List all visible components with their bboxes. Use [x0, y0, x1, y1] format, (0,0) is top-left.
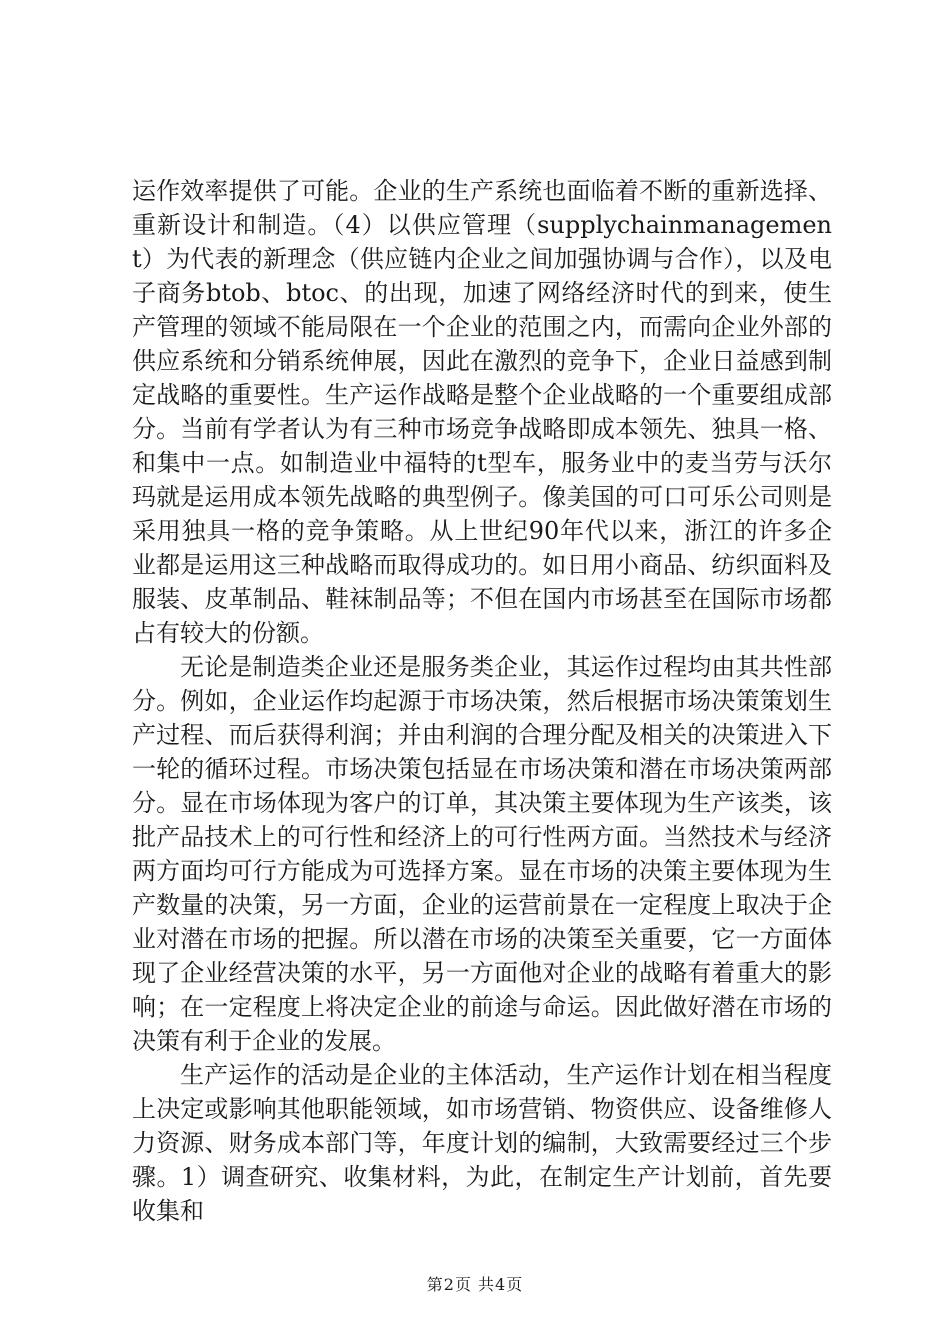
- document-body: [132, 174, 832, 1228]
- paragraph-3: 生产运作的活动是企业的主体活动，生产运作计划在相当程度上决定或影响其他职能领域，如市场营销、物资供应、设备维修人力资源、财务成本部门等，年度计划的编制，大致需要经过三个步骤。1）调查研究、收集材料，为此，在制定生产计划前，首先要收集和: [132, 1061, 832, 1225]
- paragraph-1: 运作效率提供了可能。企业的生产系统也面临着不断的重新选择、重新设计和制造。（4）以供应管理（supplychainmanagement）为代表的新理念（供应链内企业之间加强协调与合作），以及电子商务btob、btoc、的出现，加速了网络经济时代的到来，使生产管理的领域不能局限在一个企业的范围之内，而需向企业外部的供应系统和分销系统伸展，因此在激烈的竞争下，企业日益感到制定战略的重要性。生产运作战略是整个企业战略的一个重要组成部分。当前有学者认为有三种市场竞争战略即成本领先、独具一格、和集中一点。如制造业中福特的t型车，服务业中的麦当劳与沃尔玛就是运用成本领先战略的典型例子。像美国的可口可乐公司则是采用独具一格的竞争策略。从上世纪90年代以来，浙江的许多企业都是运用这三种战略而取得成功的。如日用小商品、纺织面料及服装、皮革制品、鞋袜制品等；不但在国内市场甚至在国际市场都占有较大的份额。: [132, 177, 832, 647]
- page-footer: 第2页 共4页: [426, 1275, 524, 1294]
- paragraph-2: 无论是制造类企业还是服务类企业，其运作过程均由其共性部分。例如，企业运作均起源于市场决策，然后根据市场决策策划生产过程、而后获得利润；并由利润的合理分配及相关的决策进入下一轮的循环过程。市场决策包括显在市场决策和潜在市场决策两部分。显在市场体现为客户的订单，其决策主要体现为生产该类，该批产品技术上的可行性和经济上的可行性两方面。当然技术与经济两方面均可行方能成为可选择方案。显在市场的决策主要体现为生产数量的决策，另一方面，企业的运营前景在一定程度上取决于企业对潜在市场的把握。所以潜在市场的决策至关重要，它一方面体现了企业经营决策的水平，另一方面他对企业的战略有着重大的影响；在一定程度上将决定企业的前途与命运。因此做好潜在市场的决策有利于企业的发展。: [132, 653, 832, 1055]
